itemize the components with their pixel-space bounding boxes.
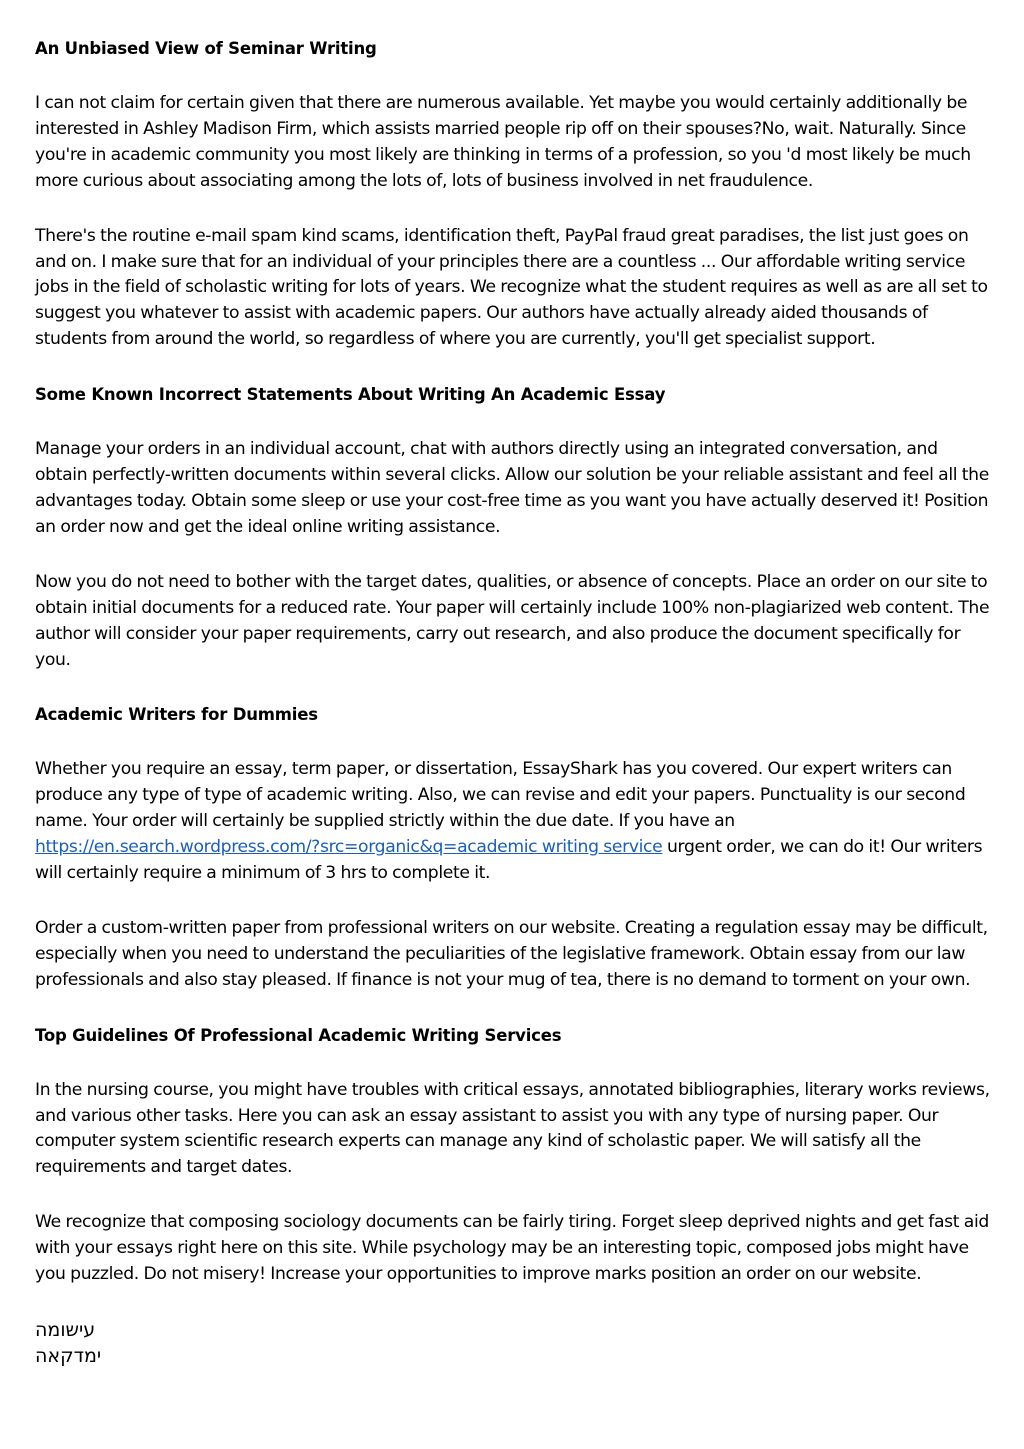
- paragraph-4-2: We recognize that composing sociology documents can be fairly tiring. Forget sleep deprived nights and get fast aid with your essays right here on this site. While psychology may be an interesting topic, composed jobs might have you puzzled. Do not misery! Increase your opportunities to improve marks position an order on our website.: [35, 1212, 989, 1285]
- paragraph-3-1: [35, 757, 993, 887]
- paragraph-3-2: Order a custom-written paper from professional writers on our website. Creating a regulation essay may be difficult, especially when you need to understand the peculiarities of the legislative framework. Obtain essay from our law professionals and also stay pleased. If finance is not your mug of tea, there is no demand to torment on your own.: [35, 917, 988, 990]
- footer-hebrew-text: עישומה ימדקאה: [35, 1319, 102, 1367]
- section-heading-1: An Unbiased View of Seminar Writing: [35, 39, 377, 58]
- paragraph-4-1: In the nursing course, you might have troubles with critical essays, annotated bibliographies, literary works reviews, and various other tasks. Here you can ask an essay assistant to assist you with any type of nursing paper. Our computer system scientific research experts can manage any kind of scholastic paper. We will satisfy all the requirements and target dates.: [35, 1079, 990, 1178]
- paragraph-2-1: Manage your orders in an individual account, chat with authors directly using an integrated conversation, and obtain perfectly-written documents within several clicks. Allow our solution be your reliable assistant and feel all the advantages today. Obtain some sleep or use your cost-free time as you want you have actually deserved it! Position an order now and get the ideal online writing assistance.: [35, 439, 989, 537]
- search-link[interactable]: https://en.search.wordpress.com/?src=organic&q=academic writing service: [35, 837, 663, 858]
- paragraph-1-2: There's the routine e-mail spam kind scams, identification theft, PayPal fraud great paradises, the list just goes on and on. I make sure that for an individual of your principles there are a countless ... Our affordable writing service jobs in the field of scholastic writing for lots of years. We recognize what the student requires as well as are all set to suggest you whatever to assist with academic papers. Our authors have actually already aided thousands of students from around the world, so regardless of where you are currently, you'll get specialist support.: [35, 225, 988, 350]
- paragraph-1-1: I can not claim for certain given that there are numerous available. Yet maybe you would certainly additionally be interested in Ashley Madison Firm, which assists married people rip off on their spouses?No, wait. Naturally. Since you're in academic community you most likely are thinking in terms of a profession, so you 'd most likely be much more curious about associating among the lots of, lots of business involved in net fraudulence.: [35, 93, 971, 191]
- section-heading-4: Top Guidelines Of Professional Academic Writing Services: [35, 1025, 562, 1045]
- section-heading-2: Some Known Incorrect Statements About Writing An Academic Essay: [35, 385, 666, 405]
- section-heading-3: Academic Writers for Dummies: [35, 705, 318, 725]
- document-page: [35, 36, 993, 1369]
- paragraph-3-1-after: urgent order, we can do it! Our writers will certainly require a minimum of 3 hrs to complete it.: [35, 837, 983, 884]
- paragraph-3-1-before: Whether you require an essay, term paper, or dissertation, EssayShark has you covered. Our expert writers can produce any type of type of academic writing. Also, we can revise and edit your papers. Punctuality is our second name. Your order will certainly be supplied strictly within the due date. If you have an: [35, 759, 966, 832]
- paragraph-2-2: Now you do not need to bother with the target dates, qualities, or absence of concepts. Place an order on our site to obtain initial documents for a reduced rate. Your paper will certainly include 100% non-plagiarized web content. The author will consider your paper requirements, carry out research, and also produce the document specifically for you.: [35, 571, 990, 670]
